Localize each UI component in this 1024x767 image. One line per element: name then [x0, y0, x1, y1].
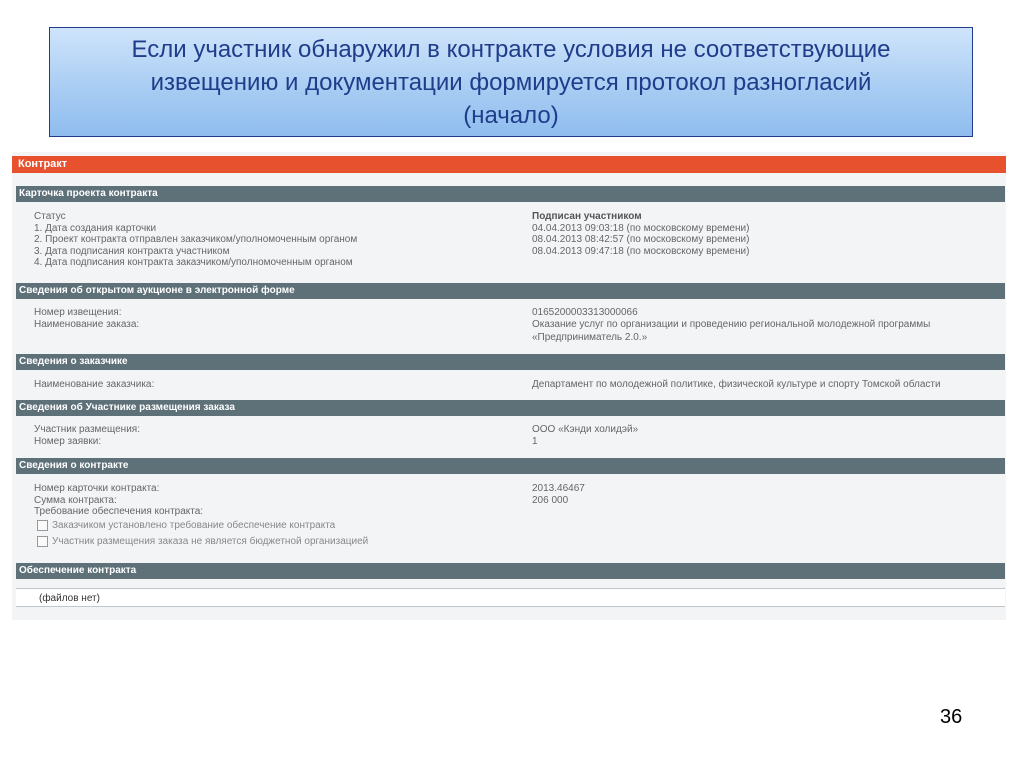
card-number-label: Номер карточки контракта:	[34, 483, 160, 494]
order-row-continued	[16, 330, 1005, 344]
card-row-value: 04.04.2013 09:03:18 (по московскому времени)	[532, 222, 750, 234]
order-value-continued: «Предприниматель 2.0.»	[532, 332, 648, 343]
auction-header: Сведения об открытом аукционе в электронной форме	[16, 283, 1005, 299]
status-row	[16, 211, 1005, 223]
card-row	[16, 246, 1005, 258]
order-row	[16, 319, 1005, 331]
contract-card-header: Карточка проекта контракта	[16, 186, 1005, 202]
card-row	[16, 257, 1005, 269]
contract-info-section	[16, 458, 1005, 550]
security-requirement-row	[16, 506, 1005, 518]
bid-row	[16, 436, 1005, 448]
card-row	[16, 223, 1005, 235]
card-row-label: 1. Дата создания карточки	[34, 222, 157, 234]
security-requirement-label: Требование обеспечения контракта:	[34, 506, 204, 517]
bid-value: 1	[532, 435, 538, 447]
status-label: Статус	[34, 211, 66, 222]
card-number-value: 2013.46467	[532, 483, 585, 494]
card-row-value	[532, 257, 1005, 269]
not-budget-label: Участник размещения заказа не является бюджетной организацией	[52, 535, 369, 547]
card-row	[16, 234, 1005, 246]
participant-section	[16, 400, 1005, 447]
sum-value: 206 000	[532, 494, 569, 506]
participant-header: Сведения об Участнике размещения заказа	[16, 400, 1005, 416]
card-row-label: 3. Дата подписания контракта участником	[34, 245, 230, 257]
security-header: Обеспечение контракта	[16, 563, 1005, 579]
files-list: (файлов нет)	[16, 588, 1005, 607]
sum-row	[16, 495, 1005, 507]
card-row-label: 4. Дата подписания контракта заказчиком/уполномоченным органом	[34, 257, 353, 268]
security-required-checkbox-row[interactable]	[16, 518, 1005, 534]
security-required-label: Заказчиком установлено требование обеспечение контракта	[52, 519, 336, 531]
contract-info-header: Сведения о контракте	[16, 458, 1005, 474]
bid-label: Номер заявки:	[34, 435, 102, 447]
contract-header-bar: Контракт	[12, 156, 1006, 173]
sum-label: Сумма контракта:	[34, 494, 117, 506]
card-row-label: 2. Проект контракта отправлен заказчиком/уполномоченным органом	[34, 234, 358, 245]
card-number-row	[16, 483, 1005, 495]
card-row-value: 08.04.2013 09:47:18 (по московскому времени)	[532, 245, 750, 257]
notice-row	[16, 307, 1005, 319]
not-budget-checkbox[interactable]	[37, 536, 48, 547]
status-value: Подписан участником	[532, 211, 642, 222]
security-required-checkbox[interactable]	[37, 520, 48, 531]
slide-title-box	[49, 27, 973, 137]
customer-label: Наименование заказчика:	[34, 379, 155, 390]
customer-header: Сведения о заказчике	[16, 354, 1005, 370]
slide-title: Если участник обнаружил в контракте условия не соответствующие извещению и документации формируется протокол разногласий (начало)	[131, 35, 891, 129]
notice-label: Номер извещения:	[34, 307, 122, 318]
notice-value: 0165200003313000066	[532, 307, 638, 318]
order-label: Наименование заказа:	[34, 318, 140, 330]
participant-label: Участник размещения:	[34, 424, 140, 435]
participant-row	[16, 424, 1005, 436]
contract-panel	[12, 152, 1006, 620]
contract-card-section	[16, 186, 1005, 269]
page-number: 36	[940, 706, 963, 728]
customer-value: Департамент по молодежной политике, физической культуре и спорту Томской области	[532, 379, 941, 390]
customer-section	[16, 354, 1005, 391]
auction-section	[16, 283, 1005, 344]
not-budget-checkbox-row[interactable]	[16, 534, 1005, 550]
customer-row	[16, 379, 1005, 391]
security-section	[16, 563, 1005, 579]
participant-value: ООО «Кэнди холидэй»	[532, 424, 639, 435]
card-row-value: 08.04.2013 08:42:57 (по московскому времени)	[532, 234, 750, 245]
order-value: Оказание услуг по организации и проведению региональной молодежной программы	[532, 318, 931, 330]
